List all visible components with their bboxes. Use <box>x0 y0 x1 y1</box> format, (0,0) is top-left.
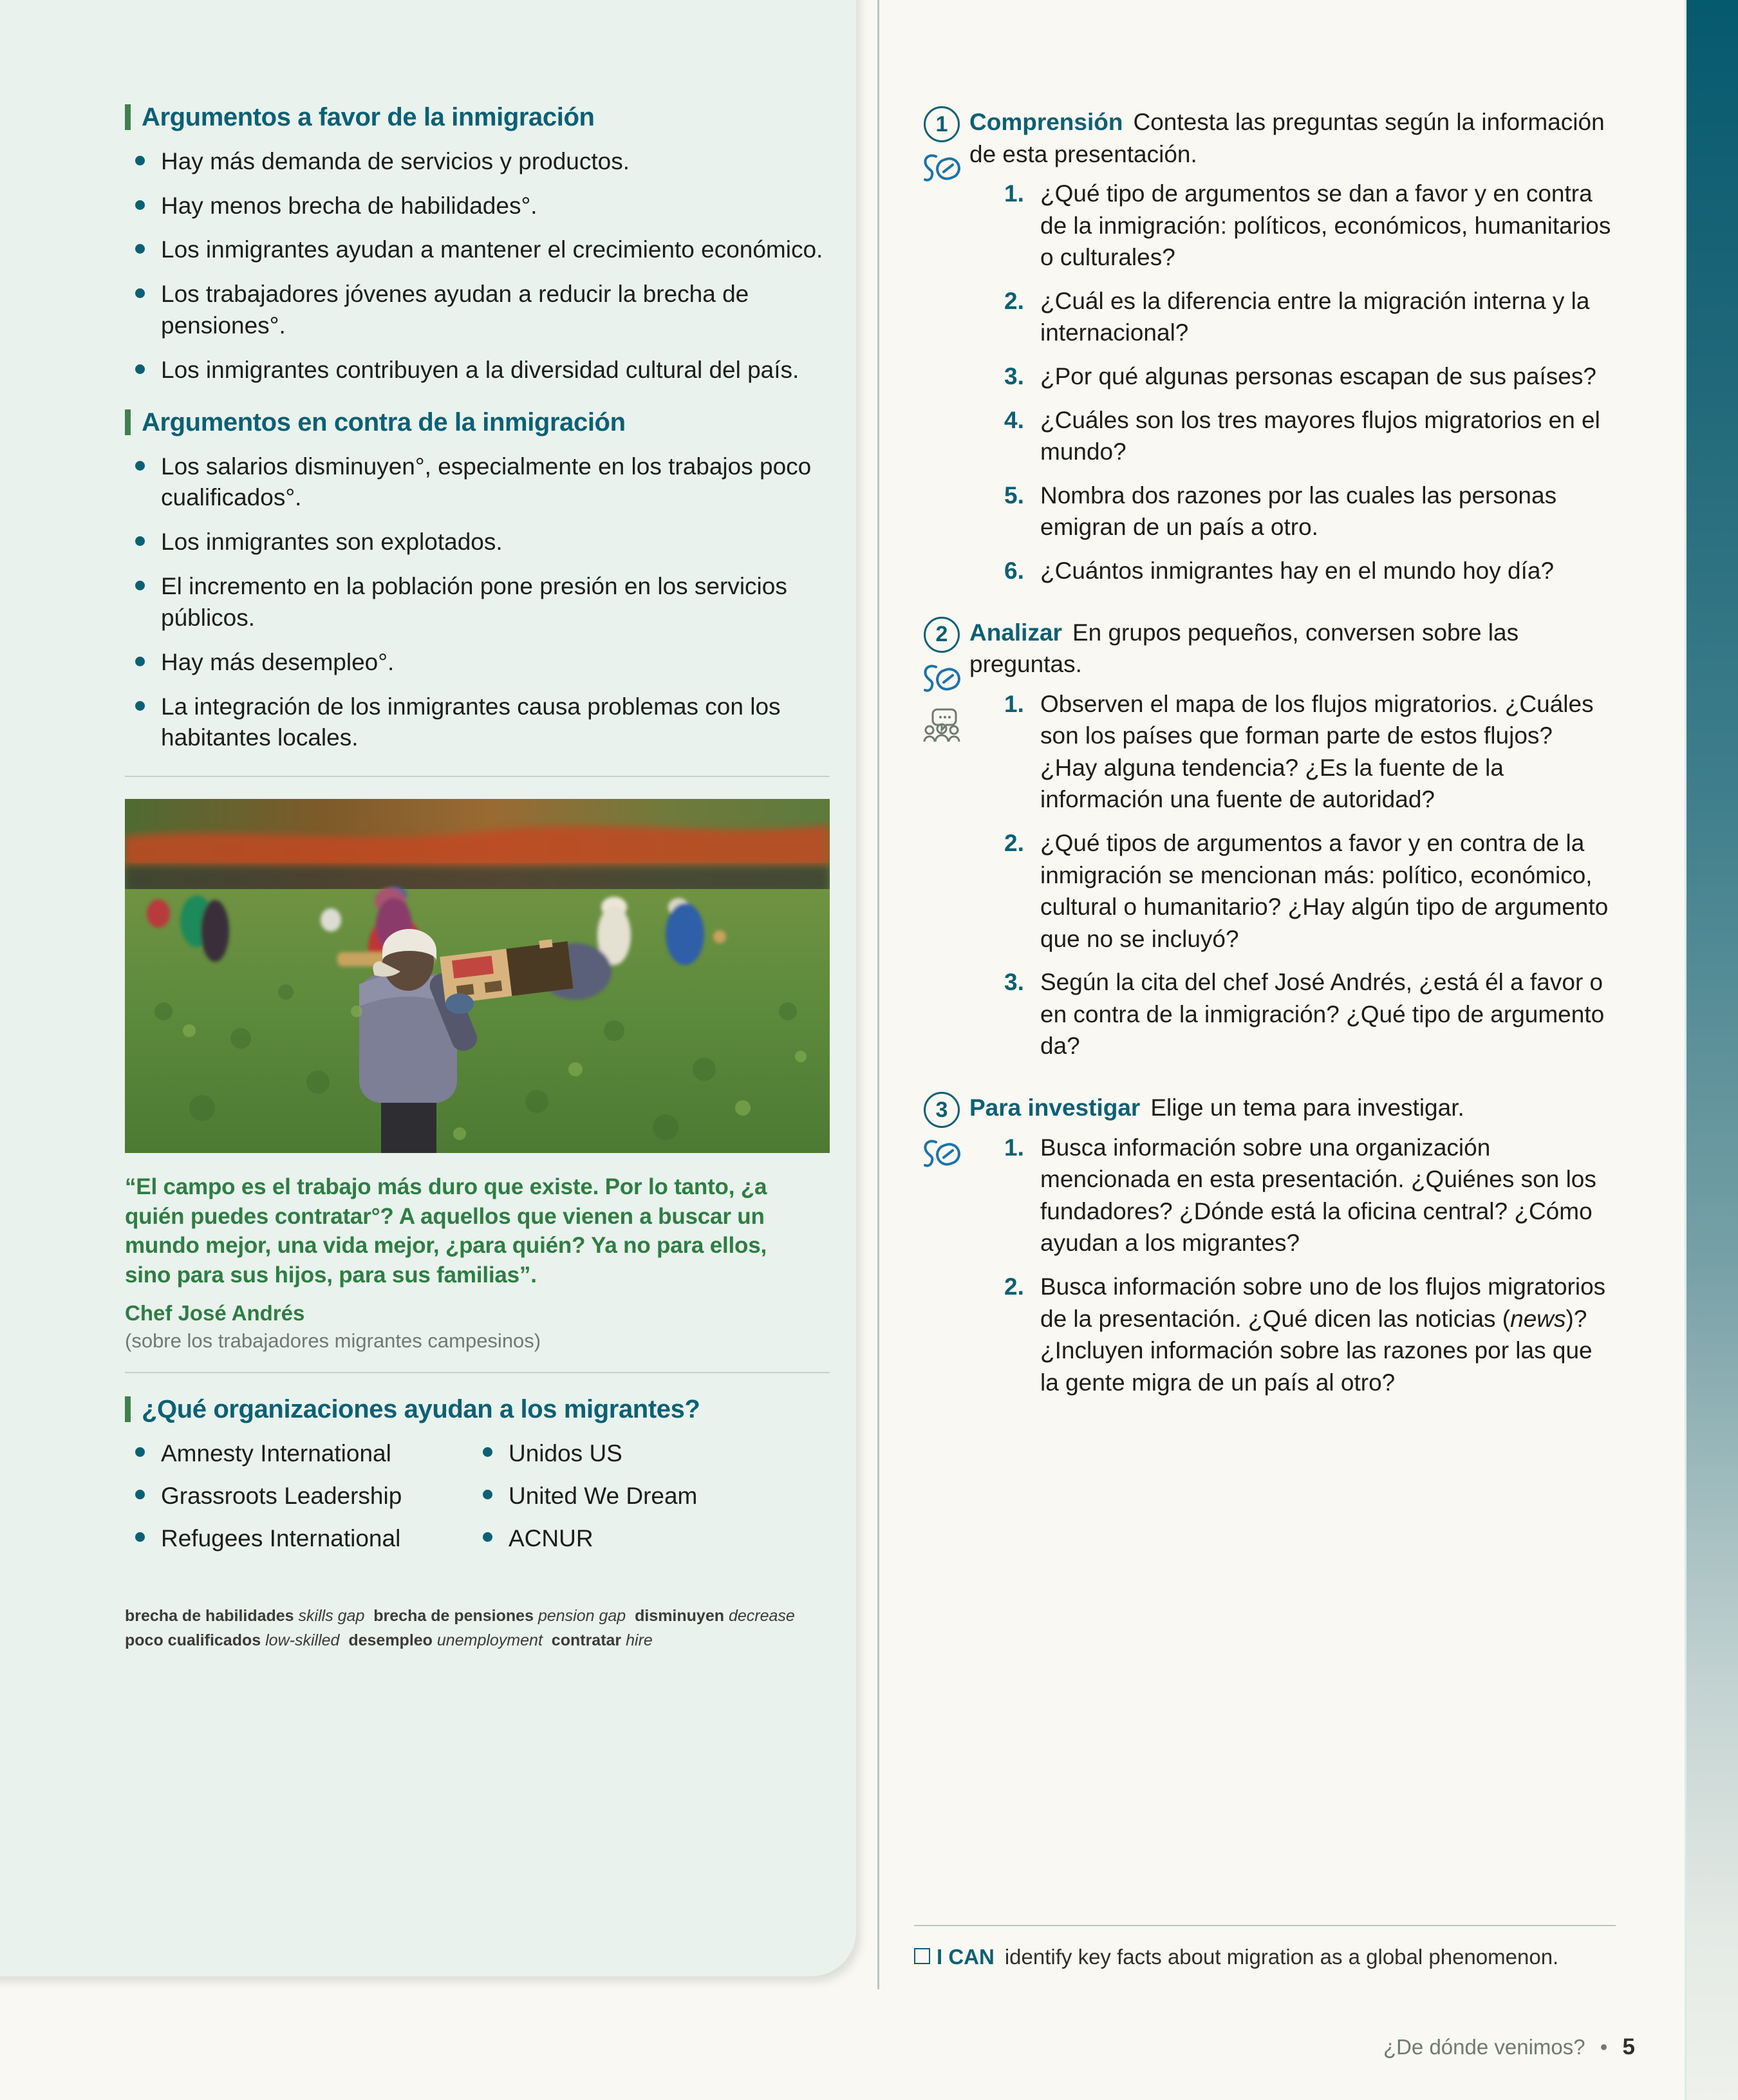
activity-body <box>969 106 1616 587</box>
question-list <box>969 688 1616 1062</box>
page-edge-hairline <box>1685 0 1687 2100</box>
activity-comprension <box>914 106 1616 587</box>
question-text: ¿Cuál es la diferencia entre la migración interna y la internacional? <box>1040 287 1590 346</box>
list-item: Hay más demanda de servicios y productos. <box>125 146 833 178</box>
pencil-icon <box>922 1137 962 1173</box>
list-item: ACNUR <box>472 1523 775 1554</box>
activity-analizar <box>914 617 1616 1063</box>
activity-direction: Elige un tema para investigar. <box>1150 1094 1464 1121</box>
activity-label: Analizar <box>969 619 1062 646</box>
i-can-label: I CAN <box>937 1945 995 1969</box>
list-item: Refugees International <box>125 1523 427 1554</box>
footer-unit-title: ¿De dónde venimos? <box>1383 2035 1585 2059</box>
glossary-gloss: low-skilled <box>265 1631 340 1649</box>
question-text: ¿Cuáles son los tres mayores flujos migratorios en el mundo? <box>1040 406 1600 465</box>
question-text: ¿Qué tipos de argumentos a favor y en contra de la inmigración se mencionan más: político, económico, cultural o humanitario? ¿Hay algún tipo de argumento que no se incluyó? <box>1040 829 1609 952</box>
glossary-gloss: decrease <box>728 1607 795 1626</box>
glossary-gloss: unemployment <box>436 1631 543 1649</box>
activity-gutter <box>914 106 969 187</box>
question-item: 1. Busca información sobre una organización mencionada en esta presentación. ¿Quiénes son los fundadores? ¿Dónde está la oficina central? ¿Cómo ayudan a los migrantes? <box>1004 1134 1596 1257</box>
list-item: Amnesty International <box>125 1438 427 1469</box>
list-item: La integración de los inmigrantes causa problemas con los habitantes locales. <box>125 691 833 755</box>
activity-number-badge: 2 <box>924 617 960 653</box>
question-text: Busca información sobre uno de los flujos migratorios de la presentación. ¿Qué dicen las noticias (news)? ¿Incluyen información sobre las razones por las que la gente migra de un país al otro? <box>1040 1273 1606 1396</box>
page-footer <box>1383 2034 1635 2060</box>
question-text: ¿Cuántos inmigrantes hay en el mundo hoy día? <box>1040 557 1555 584</box>
question-text: ¿Por qué algunas personas escapan de sus países? <box>1040 363 1596 390</box>
question-item: 4. ¿Cuáles son los tres mayores flujos migratorios en el mundo? <box>1004 406 1600 465</box>
left-column <box>125 103 833 1653</box>
glossary-term: contratar <box>551 1631 622 1649</box>
divider-above-photo <box>125 776 830 777</box>
list-item: Los inmigrantes son explotados. <box>125 527 833 558</box>
list-arguments-against <box>125 451 833 755</box>
question-item: 2. ¿Cuál es la diferencia entre la migración interna y la internacional? <box>1004 287 1590 346</box>
question-list <box>969 1132 1616 1399</box>
list-item: Los trabajadores jóvenes ayudan a reducir la brecha de pensiones°. <box>125 279 833 342</box>
glossary-footnotes <box>125 1604 827 1653</box>
glossary-gloss: hire <box>626 1631 653 1649</box>
activity-number-badge: 1 <box>924 106 960 142</box>
heading-organizations: ¿Qué organizaciones ayudan a los migrantes? <box>125 1395 833 1424</box>
heading-arguments-in-favor: Argumentos a favor de la inmigración <box>125 103 833 132</box>
glossary-term: poco cualificados <box>125 1631 261 1649</box>
activity-direction: En grupos pequeños, conversen sobre las preguntas. <box>969 619 1519 678</box>
glossary-gloss: skills gap <box>298 1607 365 1626</box>
question-item: 1. Observen el mapa de los flujos migratorios. ¿Cuáles son los países que forman parte de estos flujos? ¿Hay alguna tendencia? ¿Es la fuente de la información una fuente de autoridad? <box>1004 690 1594 813</box>
question-item: 3. Según la cita del chef José Andrés, ¿está él a favor o en contra de la inmigración? ¿Qué tipo de argumento da? <box>1004 969 1605 1060</box>
activity-direction-line <box>969 1092 1616 1124</box>
organizations-lists <box>125 1438 833 1566</box>
list-item: Los inmigrantes contribuyen a la diversidad cultural del país. <box>125 355 833 386</box>
question-text: ¿Qué tipo de argumentos se dan a favor y en contra de la inmigración: políticos, económicos, humanitarios o culturales? <box>1040 180 1611 271</box>
group-discussion-icon <box>922 707 962 743</box>
list-item: El incremento en la población pone presión en los servicios públicos. <box>125 571 833 634</box>
question-text: Busca información sobre una organización mencionada en esta presentación. ¿Quiénes son los fundadores? ¿Dónde está la oficina central? ¿Cómo ayudan a los migrantes? <box>1040 1134 1596 1257</box>
activity-gutter <box>914 617 969 743</box>
organizations-column-left <box>125 1438 427 1566</box>
divider-below-quote <box>125 1372 830 1373</box>
pull-quote-text: “El campo es el trabajo más duro que existe. Por lo tanto, ¿a quién puedes contratar°? A aquellos que vienen a buscar un mundo mejor, una vida mejor, ¿para quién? Ya no para ellos, sino para sus hijos, para sus familias”. <box>125 1174 767 1288</box>
list-item: Unidos US <box>472 1438 775 1469</box>
question-item: 6. ¿Cuántos inmigrantes hay en el mundo hoy día? <box>1004 557 1555 584</box>
i-can-row <box>914 1943 1616 1971</box>
question-item: 1. ¿Qué tipo de argumentos se dan a favor y en contra de la inmigración: políticos, económicos, humanitarios o culturales? <box>1004 180 1611 271</box>
pencil-icon <box>922 662 962 698</box>
photo-migrant-farm-workers <box>125 799 830 1153</box>
glossary-term: desempleo <box>348 1631 433 1649</box>
question-list <box>969 178 1616 586</box>
activity-direction: Contesta las preguntas según la información de esta presentación. <box>969 109 1605 167</box>
glossary-term: brecha de habilidades <box>125 1607 294 1626</box>
heading-arguments-against: Argumentos en contra de la inmigración <box>125 408 833 437</box>
activity-direction-line <box>969 106 1616 170</box>
question-text: Nombra dos razones por las cuales las personas emigran de un país a otro. <box>1040 482 1557 541</box>
question-item: 3. ¿Por qué algunas personas escapan de sus países? <box>1004 363 1596 390</box>
list-item: Grassroots Leadership <box>125 1481 427 1512</box>
glossary-gloss: pension gap <box>537 1607 626 1626</box>
glossary-term: disminuyen <box>635 1607 724 1626</box>
activity-direction-line <box>969 617 1616 680</box>
list-item: Hay más desempleo°. <box>125 647 833 679</box>
question-item: 2. ¿Qué tipos de argumentos a favor y en contra de la inmigración se mencionan más: político, económico, cultural o humanitario? ¿Hay algún tipo de argumento que no se incluyó? <box>1004 829 1609 952</box>
list-item: Los salarios disminuyen°, especialmente en los trabajos poco cualificados°. <box>125 451 833 514</box>
activity-label: Para investigar <box>969 1094 1141 1121</box>
question-text: Observen el mapa de los flujos migratorios. ¿Cuáles son los países que forman parte de estos flujos? ¿Hay alguna tendencia? ¿Es la fuente de la información una fuente de autoridad? <box>1040 690 1594 813</box>
activity-number-badge: 3 <box>924 1092 960 1128</box>
question-item: 5. Nombra dos razones por las cuales las personas emigran de un país a otro. <box>1004 482 1557 541</box>
right-column <box>914 106 1616 1428</box>
list-item: United We Dream <box>472 1481 775 1512</box>
i-can-text: identify key facts about migration as a global phenomenon. <box>1004 1945 1559 1969</box>
activity-body <box>969 617 1616 1063</box>
activity-gutter <box>914 1092 969 1173</box>
activity-body <box>969 1092 1616 1398</box>
list-arguments-in-favor <box>125 146 833 386</box>
page-number: 5 <box>1622 2034 1635 2059</box>
question-item: 2. Busca información sobre uno de los flujos migratorios de la presentación. ¿Qué dicen las noticias (news)? ¿Incluyen información sobre las razones por las que la gente migra de un país al otro? <box>1004 1273 1606 1396</box>
activity-para-investigar <box>914 1092 1616 1398</box>
pull-quote-author: Chef José Andrés <box>125 1301 305 1326</box>
pencil-icon <box>922 151 962 187</box>
organizations-column-right <box>472 1438 775 1566</box>
pull-quote-note: (sobre los trabajadores migrantes campesinos) <box>125 1329 541 1353</box>
column-divider <box>877 0 879 1989</box>
list-item: Hay menos brecha de habilidades°. <box>125 191 833 222</box>
glossary-term: brecha de pensiones <box>373 1607 534 1626</box>
footer-separator: • <box>1600 2035 1608 2059</box>
page-edge-gradient-bar <box>1687 0 1738 2100</box>
i-can-checkbox[interactable] <box>914 1948 930 1964</box>
list-item: Los inmigrantes ayudan a mantener el crecimiento económico. <box>125 234 833 266</box>
question-text: Según la cita del chef José Andrés, ¿está él a favor o en contra de la inmigración? ¿Qué tipo de argumento da? <box>1040 969 1605 1060</box>
activity-label: Comprensión <box>969 109 1123 135</box>
i-can-divider <box>914 1925 1616 1926</box>
i-can-block <box>914 1925 1616 1971</box>
